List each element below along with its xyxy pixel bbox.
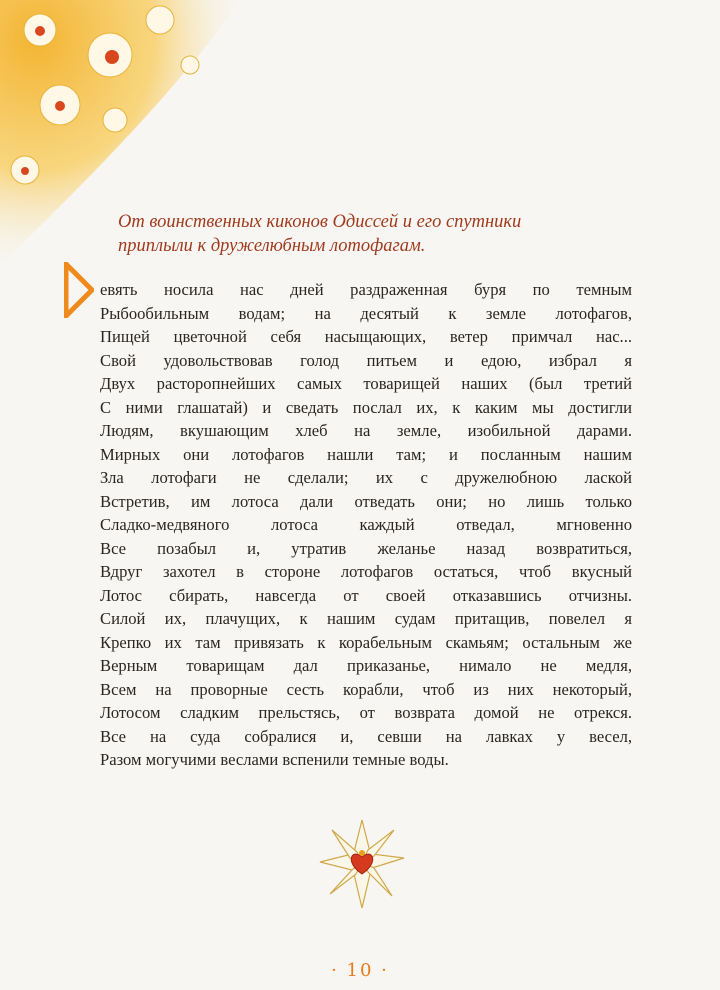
poem-line: Пищей цветочной себя насыщающих, ветер примчал нас... xyxy=(100,327,632,346)
poem-line: Все на суда собралися и, севши на лавках у весел, xyxy=(100,726,632,746)
poem-line: Лотос сбирать, навсегда от своей отказавшись отчизны. xyxy=(100,585,632,605)
poem-line: Крепко их там привязать к корабельным скамьям; остальным же xyxy=(100,632,632,652)
poem-text xyxy=(100,278,632,772)
page-number: · 10 · xyxy=(331,960,389,981)
poem-line: Мирных они лотофагов нашли там; и посланным нашим xyxy=(100,444,632,464)
poem-line: Зла лотофаги не сделали; их с дружелюбною лаской xyxy=(100,468,632,487)
poem-line: Двух расторопнейших самых товарищей наших (был третий xyxy=(100,374,632,393)
poem-line: Свой удовольствовав голод питьем и едою, избрал я xyxy=(100,350,632,370)
poem-line: Лотосом сладким прельстясь, от возврата домой не отрекся. xyxy=(100,703,632,722)
poem-line: Рыбообильным водам; на десятый к земле лотофагов, xyxy=(100,303,632,323)
poem-line: Встретив, им лотоса дали отведать они; но лишь только xyxy=(100,491,632,511)
poem-line: Разом могучими веслами вспенили темные воды. xyxy=(100,750,449,769)
poem-line: евять носила нас дней раздраженная буря по темным xyxy=(100,280,632,299)
poem-line: Все позабыл и, утратив желанье назад возвратиться, xyxy=(100,538,632,558)
poem-line: Верным товарищам дал приказанье, нимало не медля, xyxy=(100,656,632,675)
poem-line: Сладко-медвяного лотоса каждый отведал, мгновенно xyxy=(100,515,632,534)
lotus-flower-icon xyxy=(312,812,412,912)
chapter-caption: От воинственных киконов Одиссей и его спутники приплыли к дружелюбным лотофагам. xyxy=(118,212,522,256)
poem-line: С ними глашатай) и сведать послал их, к каким мы достигли xyxy=(100,397,632,417)
poem-line: Вдруг захотел в стороне лотофагов остаться, чтоб вкусный xyxy=(100,562,632,581)
drop-cap-triangle-icon xyxy=(64,262,94,318)
poem-line: Людям, вкушающим хлеб на земле, изобильной дарами. xyxy=(100,421,632,440)
poem-line: Всем на проворные сесть корабли, чтоб из них некоторый, xyxy=(100,679,632,699)
poem-line: Силой их, плачущих, к нашим судам притащив, повелел я xyxy=(100,609,632,628)
